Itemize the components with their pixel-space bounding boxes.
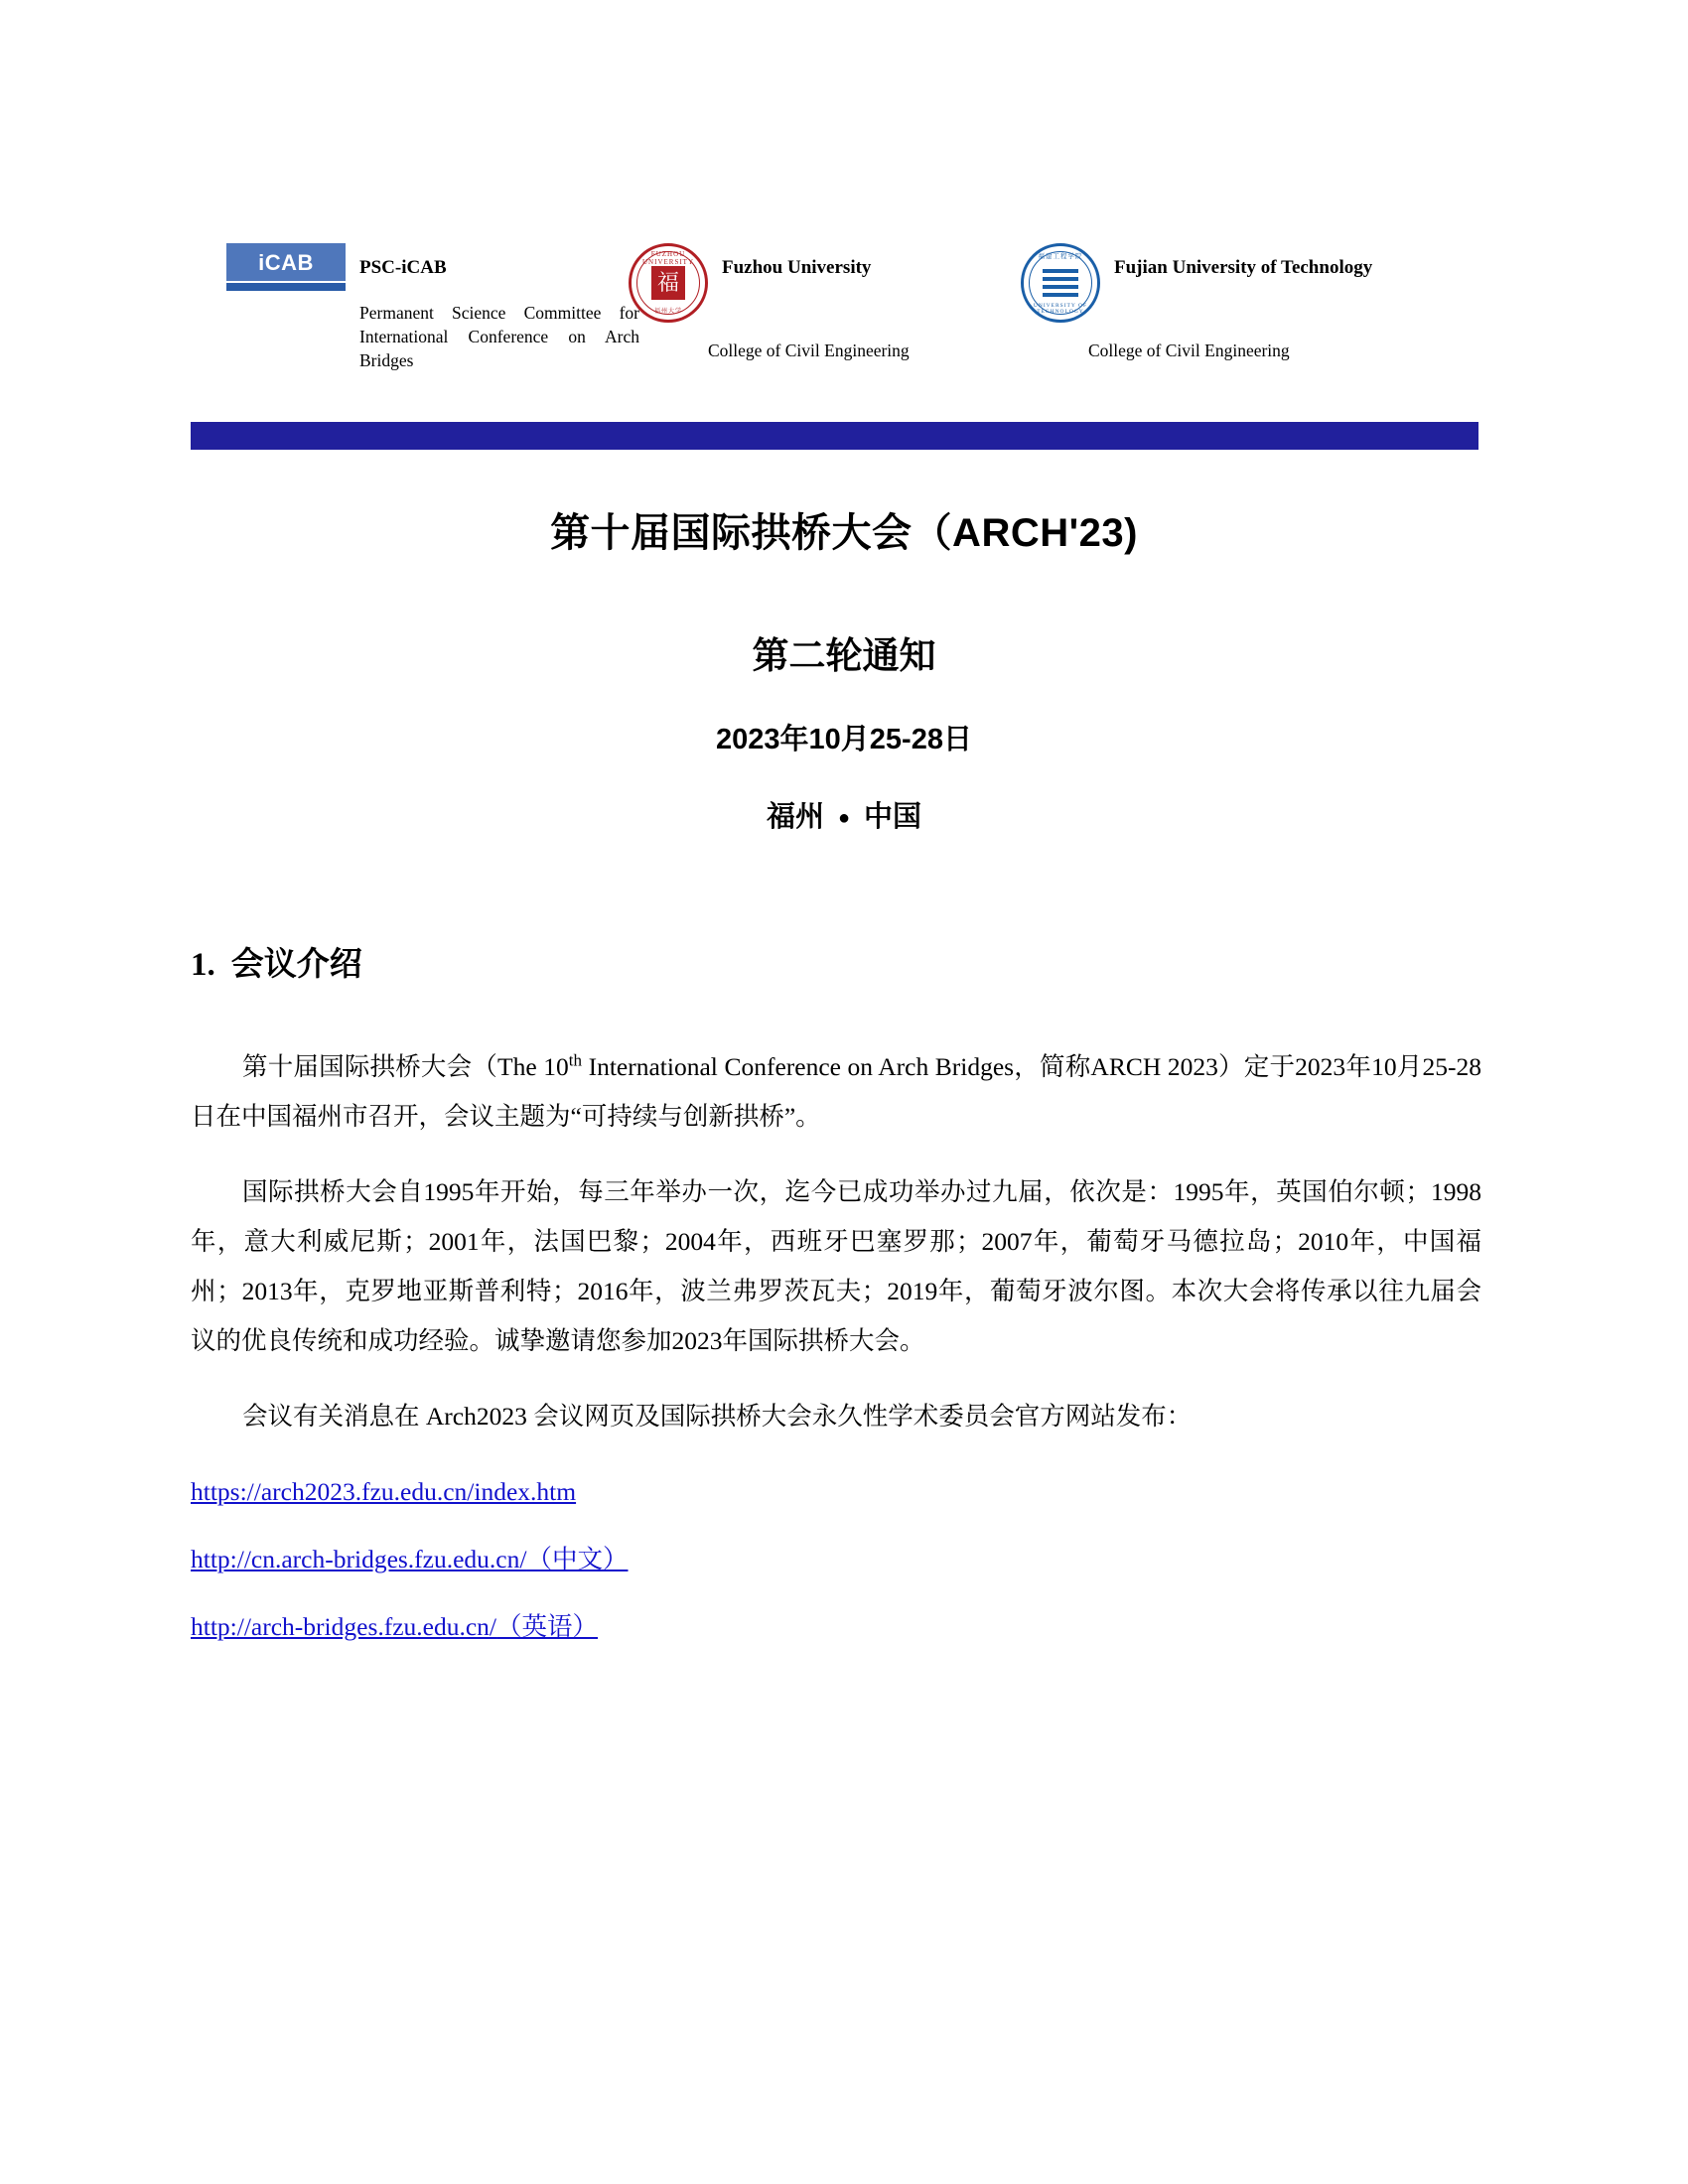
paragraph-history: 国际拱桥大会自1995年开始，每三年举办一次，迄今已成功举办过九届，依次是：1995年，英国伯尔顿；1998年，意大利威尼斯；2001年，法国巴黎；2004年，西班牙巴塞罗那；2007年，葡萄牙马德拉岛；2010年，中国福州；2013年，克罗地亚斯普利特；2016年，波兰弗罗茨瓦夫；2019年，葡萄牙波尔图。本次大会将传承以往九届会议的优良传统和成功经验。诚挚邀请您参加2023年国际拱桥大会。 — [191, 1177, 1481, 1355]
seal-top-text-fzu: FUZHOU UNIVERSITY — [642, 250, 694, 266]
paragraph-intro-superscript: th — [568, 1050, 583, 1070]
section-heading — [191, 938, 362, 985]
link-line-1 — [191, 1467, 1481, 1517]
organization-subtitle-fuzhou-university: College of Civil Engineering — [708, 341, 910, 360]
organization-name-psc-icab: PSC-iCAB — [359, 257, 447, 278]
organization-subtitle-psc-icab: Permanent Science Committee for International Conference on Arch Bridges — [359, 303, 639, 370]
conference-website-link[interactable]: https://arch2023.fzu.edu.cn/index.htm — [191, 1477, 577, 1506]
organization-psc-icab — [226, 243, 643, 372]
organization-name-fujian-university-of-technology: Fujian University of Technology — [1114, 257, 1373, 278]
conference-location — [0, 794, 1688, 835]
paragraph-intro — [191, 1042, 1481, 1142]
header-divider-bar — [191, 422, 1478, 450]
arch-bridges-en-link[interactable]: http://arch-bridges.fzu.edu.cn/ — [191, 1612, 497, 1641]
section-title: 会议介绍 — [230, 947, 362, 983]
location-separator-dot: ● — [837, 806, 851, 829]
seal-bottom-text-fzu: 福州大学 — [653, 309, 682, 315]
conference-date: 2023年10月25-28日 — [716, 724, 972, 755]
organization-fuzhou-university — [629, 243, 996, 362]
arch-bridges-en-note: （英语） — [496, 1612, 599, 1641]
organization-subtitle-fujian-university-of-technology: College of Civil Engineering — [1088, 341, 1290, 360]
fuzhou-university-seal-icon — [629, 243, 708, 323]
seal-bottom-text-fjut: UNIVERSITY OF TECHNOLOGY — [1033, 303, 1088, 315]
fujian-university-of-technology-seal-icon — [1021, 243, 1100, 323]
document-subtitle: 第二轮通知 — [752, 635, 936, 676]
conference-country: 中国 — [864, 801, 922, 833]
paragraph-intro-rest: International Conference on Arch Bridges，简称ARCH 2023）定于2023年10月25-28日在中国福州市召开，会议主题为“可持续与创新拱桥”。 — [191, 1052, 1481, 1131]
document-body — [191, 1042, 1481, 1670]
document-title: 第十届国际拱桥大会（ARCH'23) — [550, 511, 1138, 555]
link-line-2 — [191, 1535, 1481, 1584]
section-number: 1. — [191, 947, 215, 983]
conference-city: 福州 — [766, 801, 824, 833]
icab-logo-text: iCAB — [258, 250, 314, 275]
paragraph-websites: 会议有关消息在 Arch2023 会议网页及国际拱桥大会永久性学术委员会官方网站发布： — [242, 1402, 1193, 1431]
icab-logo-icon — [226, 243, 346, 295]
arch-bridges-cn-link[interactable]: http://cn.arch-bridges.fzu.edu.cn/ — [191, 1545, 527, 1573]
organization-fujian-university-of-technology — [1021, 243, 1482, 362]
seal-center-glyph-fzu: 福 — [651, 266, 685, 300]
paragraph-intro-lead: 第十届国际拱桥大会（The 10 — [242, 1052, 569, 1081]
seal-top-text-fjut: 福建工程学院 — [1038, 253, 1083, 260]
arch-bridges-cn-note: （中文） — [526, 1545, 629, 1573]
document-header — [226, 243, 1482, 412]
organization-name-fuzhou-university: Fuzhou University — [722, 257, 872, 278]
link-line-3 — [191, 1602, 1481, 1652]
